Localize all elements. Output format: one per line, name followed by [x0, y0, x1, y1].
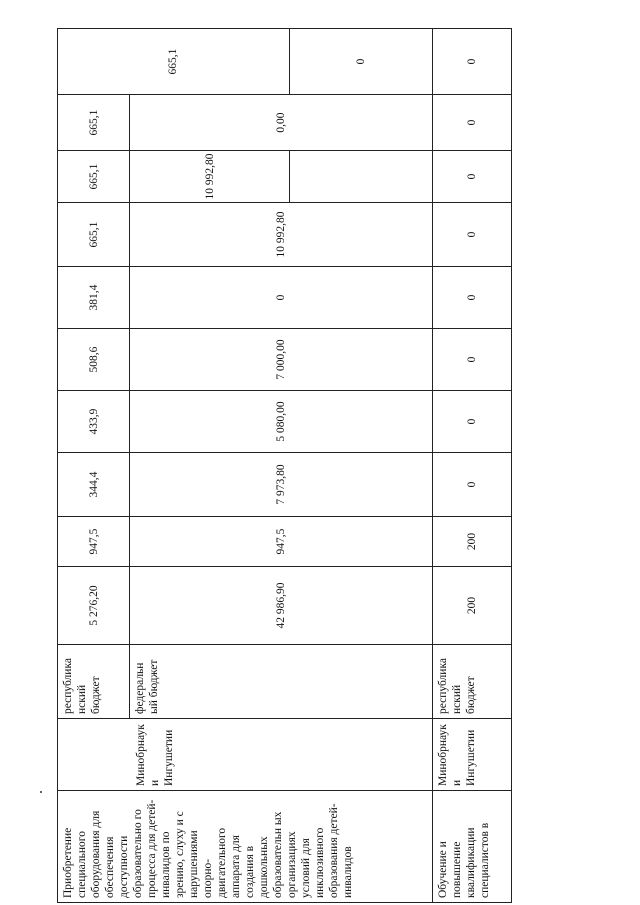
value-cell-blank	[289, 151, 432, 203]
value-cell: 665,1	[58, 203, 130, 267]
value-cell-total: 200	[433, 567, 512, 645]
value-cell: 0	[433, 95, 512, 151]
value-cell: 0	[289, 29, 432, 95]
rotated-table-wrapper	[57, 33, 512, 903]
value-cell: 5 080,00	[130, 391, 433, 453]
activity-cell: Обучение и повышение квалификации специалистов в	[433, 791, 512, 903]
value-cell: 0,00	[130, 95, 433, 151]
value-cell: 665,1	[58, 95, 130, 151]
value-cell: 7 000,00	[130, 329, 433, 391]
executor-label: Минобрнауки Ингушетии	[134, 724, 175, 786]
table-row	[58, 29, 130, 903]
value-cell: 947,5	[58, 517, 130, 567]
value-cell: 0	[130, 267, 433, 329]
value-cell: 0	[433, 453, 512, 517]
executor-cell: Минобрнауки Ингушетии	[433, 719, 512, 791]
budget-table	[57, 28, 512, 903]
value-cell: 381,4	[58, 267, 130, 329]
value-cell: 0	[433, 29, 512, 95]
value-cell: 0	[433, 203, 512, 267]
value-cell: 0	[433, 151, 512, 203]
executor-blank-cell	[58, 719, 130, 791]
value-cell: 10 992,80	[130, 151, 290, 203]
table-row	[433, 29, 512, 903]
value-cell: 0	[433, 391, 512, 453]
budget-source-cell: республика нский бюджет	[433, 645, 512, 719]
value-cell: 7 973,80	[130, 453, 433, 517]
value-cell: 0	[433, 267, 512, 329]
value-cell: 433,9	[58, 391, 130, 453]
value-cell: 665,1	[58, 29, 290, 95]
scan-speck	[40, 791, 42, 793]
executor-cell	[130, 719, 433, 791]
budget-source-cell: федеральн ый бюджет	[130, 645, 433, 719]
value-cell: 10 992,80	[130, 203, 433, 267]
value-cell: 508,6	[58, 329, 130, 391]
activity-cell: Приобретение специального оборудования для обеспечения доступности образовательно го процесса для детей- инвалидов по зрению, слуху и с нарушениями опорно- двигательного аппарата для создания в дошкольных образовательн ых организациях условий для инклюзивного образования детей- инвалидов	[58, 791, 433, 903]
value-cell: 200	[433, 517, 512, 567]
value-cell: 947,5	[130, 517, 433, 567]
value-cell: 344,4	[58, 453, 130, 517]
value-cell: 0	[433, 329, 512, 391]
table-row	[130, 29, 290, 903]
value-cell-total: 5 276,20	[58, 567, 130, 645]
value-cell: 665,1	[58, 151, 130, 203]
budget-source-cell: республика нский бюджет	[58, 645, 130, 719]
value-cell-total: 42 986,90	[130, 567, 433, 645]
